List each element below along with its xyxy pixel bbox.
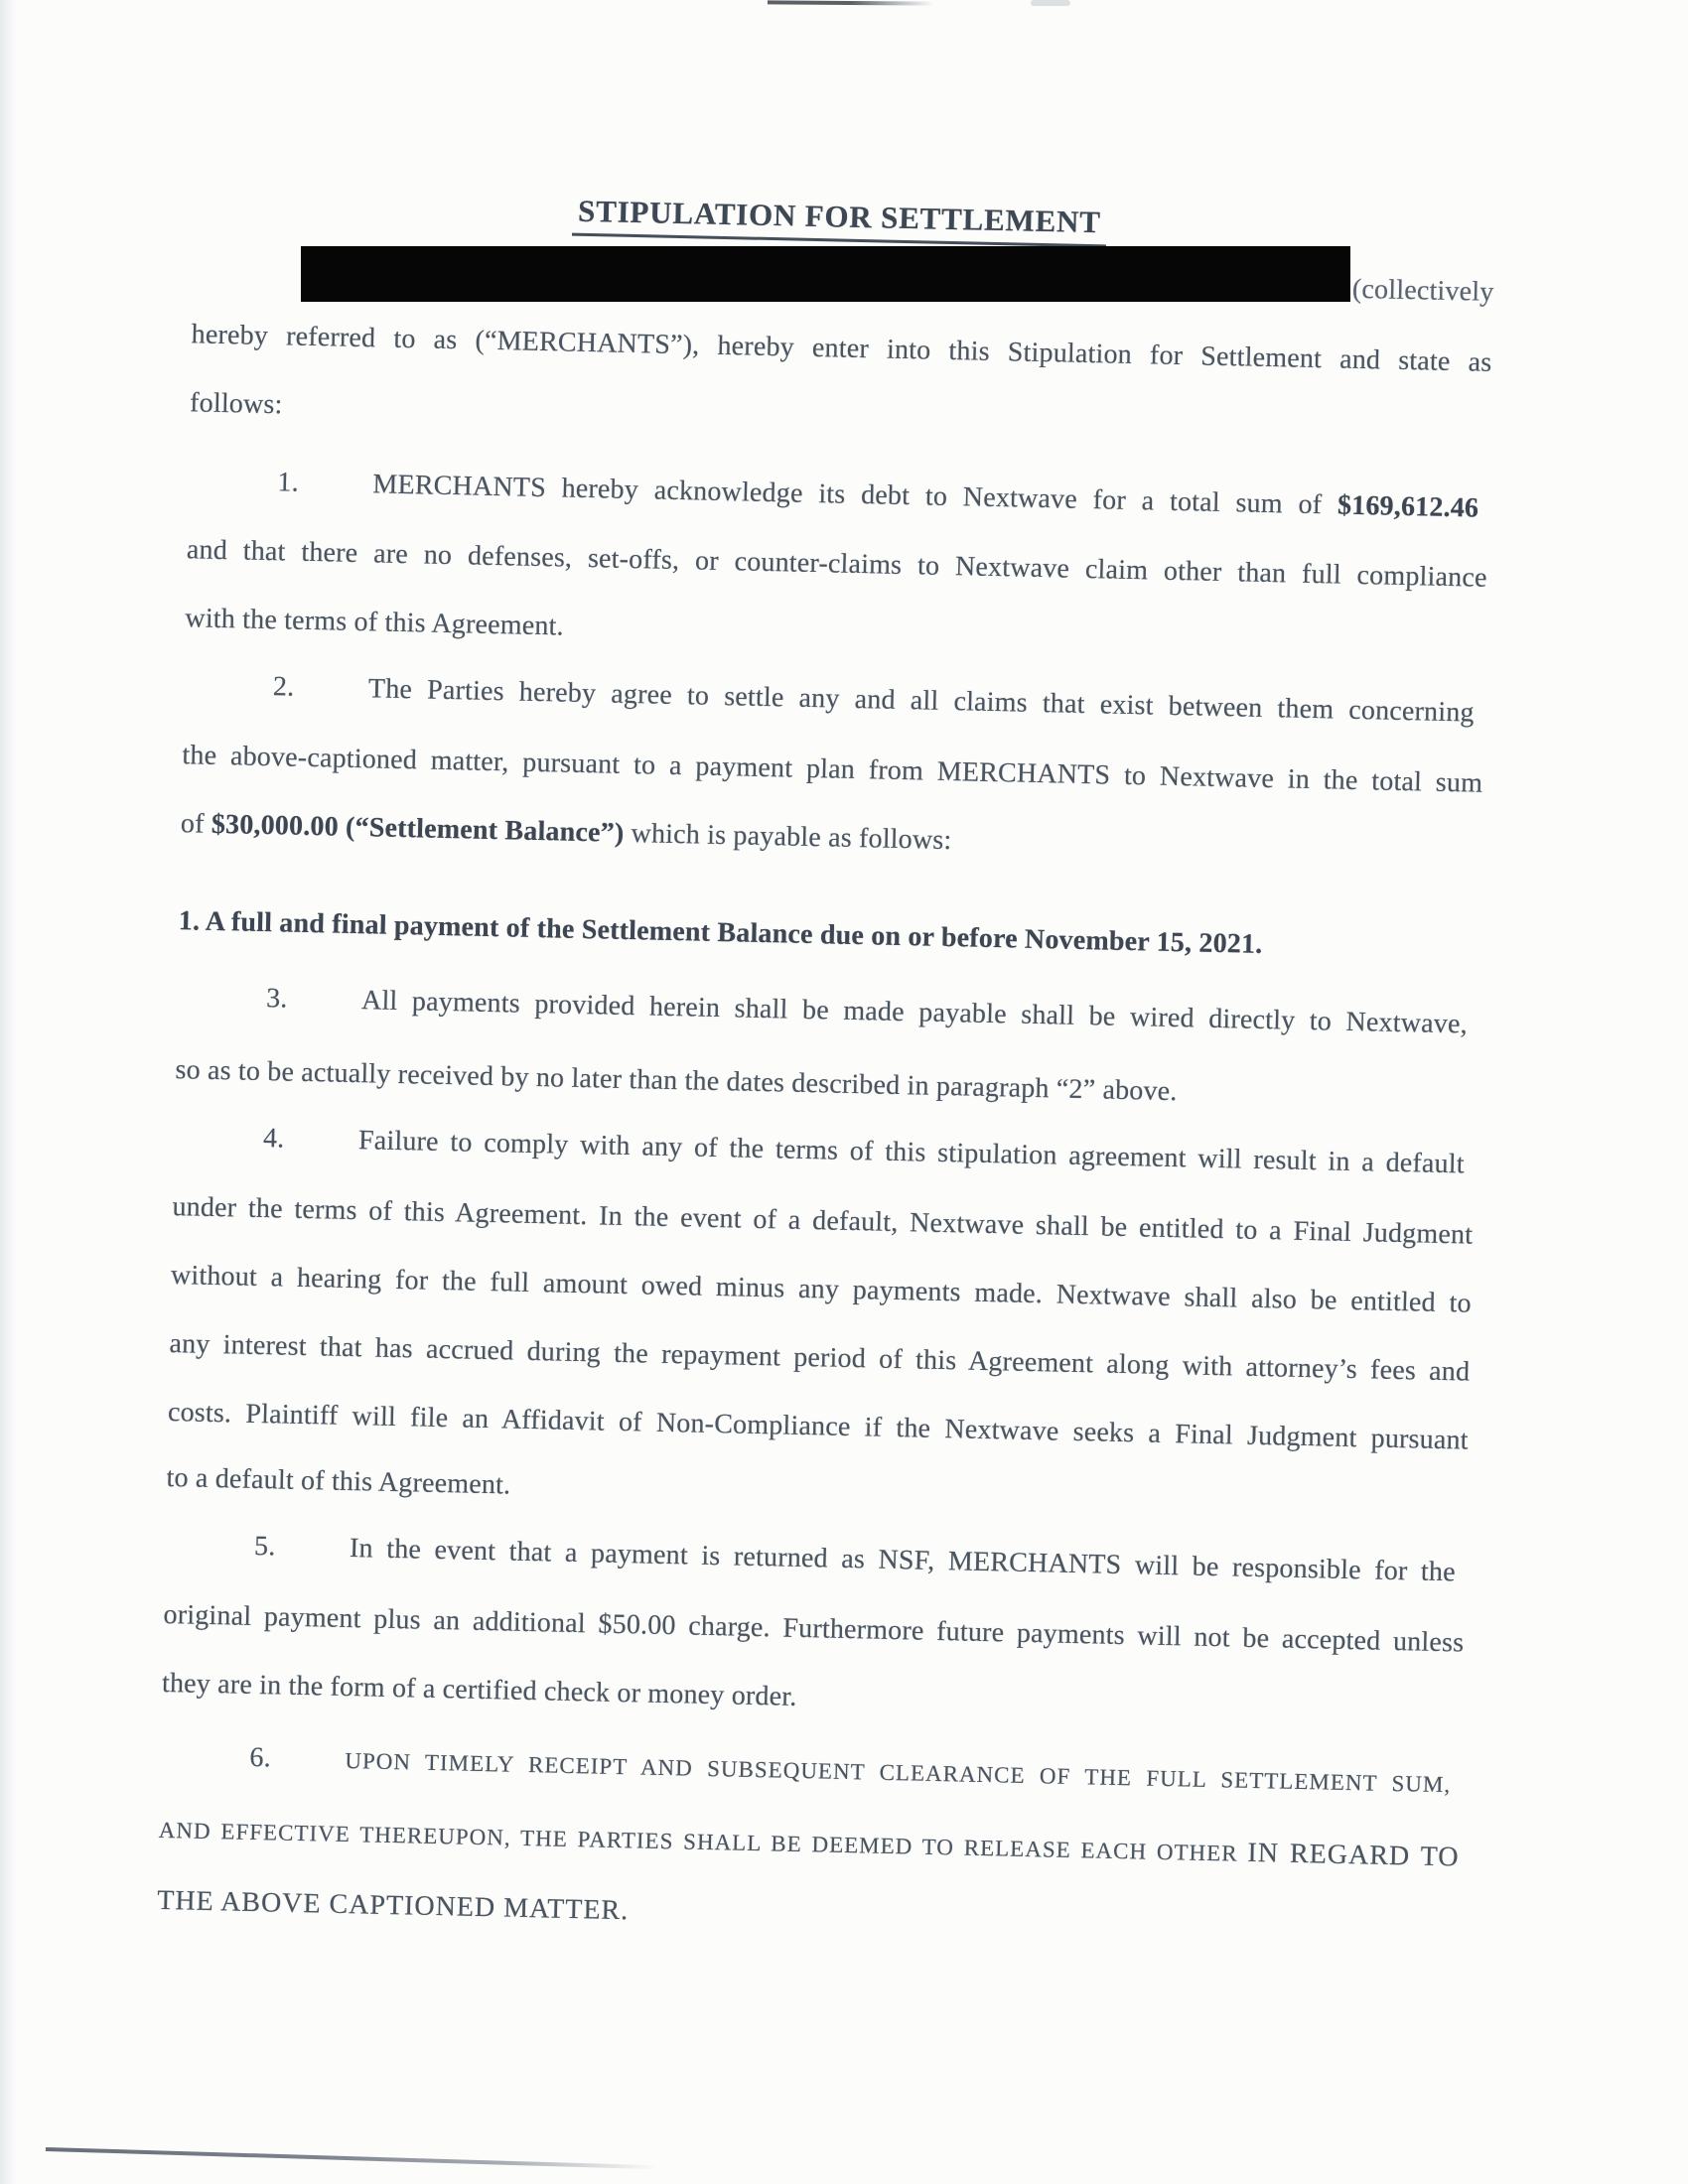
line-text: In the event that a payment is returned as NSF, MERCHANTS will be responsible for the xyxy=(349,1533,1457,1588)
line-text: MERCHANTS hereby acknowledge its debt to Nextwave for a total sum of xyxy=(372,469,1338,521)
paragraph-number: 4. xyxy=(262,1123,285,1155)
settlement-amount: $30,000.00 (“Settlement Balance”) xyxy=(211,808,625,849)
doc-line xyxy=(181,808,952,857)
doc-line: follows: xyxy=(189,387,283,421)
doc-line: any interest that has accrued during the repayment period of this Agreement along with attorney’s fees and xyxy=(169,1328,1471,1388)
paragraph-number: 5. xyxy=(253,1530,276,1563)
doc-line: and that there are no defenses, set-offs, or counter-claims to Nextwave claim other than full compliance xyxy=(186,534,1487,594)
line-text: UPON TIMELY RECEIPT AND SUBSEQUENT CLEARANCE OF THE FULL SETTLEMENT SUM, xyxy=(345,1748,1452,1798)
redaction-bar xyxy=(301,246,1350,302)
doc-line: without a hearing for the full amount owed minus any payments made. Nextwave shall also be entitled to xyxy=(170,1260,1473,1319)
paragraph-number: 1. xyxy=(277,467,300,498)
doc-line: to a default of this Agreement. xyxy=(166,1462,511,1501)
line-text: which is payable as follows: xyxy=(624,817,952,857)
doc-line: hereby referred to as (“MERCHANTS”), hereby enter into this Stipulation for Settlement and state as xyxy=(191,319,1492,378)
doc-line-paragraph-5 xyxy=(254,1531,1456,1588)
debt-amount: $169,612.46 xyxy=(1336,489,1479,524)
doc-line: costs. Plaintiff will file an Affidavit of Non-Compliance if the Nextwave seeks a Final Judgment pursuant xyxy=(167,1397,1470,1456)
doc-line: under the terms of this Agreement. In the event of a default, Nextwave shall be entitled to a Final Judgment xyxy=(172,1191,1474,1251)
doc-line xyxy=(158,1814,1459,1874)
line-text: of xyxy=(180,808,212,840)
line-text: Failure to comply with any of the terms of this stipulation agreement will result in a default xyxy=(357,1125,1466,1180)
doc-line-paragraph-6 xyxy=(249,1742,1451,1800)
paragraph-number: 3. xyxy=(265,983,288,1015)
document-title xyxy=(194,185,1484,248)
scan-artifact-top-smudge xyxy=(1031,0,1070,6)
doc-line: they are in the form of a certified check or money order. xyxy=(161,1667,797,1712)
doc-line-paragraph-3 xyxy=(266,983,1468,1040)
line-text: AND EFFECTIVE THEREUPON, THE PARTIES SHALL BE DEEMED TO RELEASE EACH OTHER xyxy=(158,1817,1248,1866)
doc-line-paragraph-4 xyxy=(263,1123,1465,1180)
doc-line-redacted-remainder: (collectively xyxy=(1351,273,1494,308)
doc-line: original payment plus an additional $50.00 charge. Furthermore future payments will not be accepted unless xyxy=(163,1598,1465,1659)
doc-line: THE ABOVE CAPTIONED MATTER. xyxy=(156,1884,630,1927)
line-text: IN REGARD TO xyxy=(1247,1837,1460,1873)
line-text: All payments provided herein shall be made payable shall be wired directly to Nextwave, xyxy=(360,985,1469,1040)
line-text: The Parties hereby agree to settle any and all claims that exist between them concerning xyxy=(367,673,1476,729)
doc-line-paragraph-1 xyxy=(277,467,1478,524)
doc-line-payment-term: 1. A full and final payment of the Settlement Balance due on or before November 15, 2021. xyxy=(178,905,1263,960)
document-title-text: STIPULATION FOR SETTLEMENT xyxy=(572,194,1107,248)
scan-artifact-top-line xyxy=(768,0,934,5)
doc-line: so as to be actually received by no later than the dates described in paragraph “2” above. xyxy=(175,1054,1178,1108)
doc-line: with the terms of this Agreement. xyxy=(185,603,565,642)
paragraph-number: 6. xyxy=(249,1741,272,1774)
doc-line: the above-captioned matter, pursuant to a payment plan from MERCHANTS to Nextwave in the total sum xyxy=(182,740,1483,799)
doc-line-paragraph-2 xyxy=(273,671,1475,729)
paragraph-number: 2. xyxy=(272,671,295,703)
